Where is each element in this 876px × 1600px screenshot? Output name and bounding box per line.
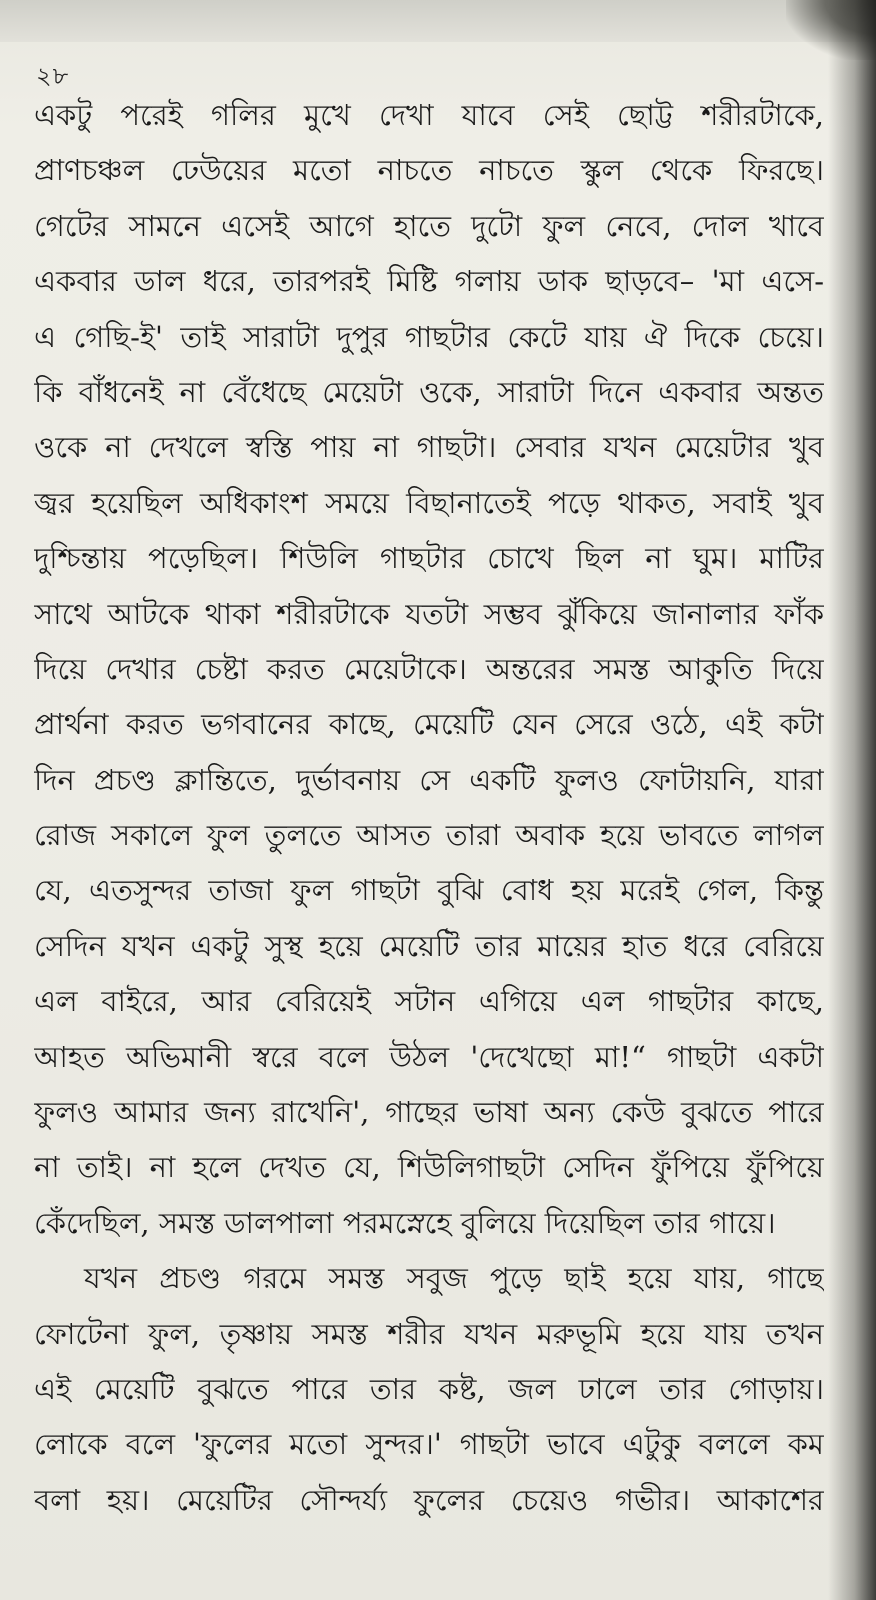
text-line: প্রার্থনা করত ভগবানের কাছে, মেয়েটি যেন সেরে ওঠে, এই কটা: [34, 707, 824, 742]
text-line-paragraph-start: যখন প্রচণ্ড গরমে সমস্ত সবুজ পুড়ে ছাই হয়ে যায়, গাছে: [84, 1261, 824, 1296]
text-line: জ্বর হয়েছিল অধিকাংশ সময়ে বিছানাতেই পড়ে থাকত, সবাই খুব: [34, 485, 824, 520]
text-line: ওকে না দেখলে স্বস্তি পায় না গাছটা। সেবার যখন মেয়েটার খুব: [34, 430, 824, 465]
text-line: ফোটেনা ফুল, তৃষ্ণায় সমস্ত শরীর যখন মরুভূমি হয়ে যায় তখন: [34, 1316, 824, 1351]
text-line: এল বাইরে, আর বেরিয়েই সটান এগিয়ে এল গাছটার কাছে,: [34, 984, 824, 1019]
text-line: না তাই। না হলে দেখত যে, শিউলিগাছটা সেদিন ফুঁপিয়ে ফুঁপিয়ে: [34, 1150, 824, 1185]
binding-shadow: [828, 0, 876, 1600]
text-line: কি বাঁধনেই না বেঁধেছে মেয়েটা ওকে, সারাটা দিনে একবার অন্তত: [34, 374, 824, 409]
text-line: ফুলও আমার জন্য রাখেনি', গাছের ভাষা অন্য কেউ বুঝতে পারে: [34, 1095, 824, 1130]
text-line: এই মেয়েটি বুঝতে পারে তার কষ্ট, জল ঢালে তার গোড়ায়।: [34, 1371, 824, 1406]
text-line: বলা হয়। মেয়েটির সৌন্দর্য্য ফুলের চেয়েও গভীর। আকাশের: [34, 1482, 824, 1517]
text-line: কেঁদেছিল, সমস্ত ডালপালা পরমস্নেহে বুলিয়ে দিয়েছিল তার গায়ে।: [34, 1205, 776, 1240]
text-line: এ গেছি-ই' তাই সারাটা দুপুর গাছটার কেটে যায় ঐ দিকে চেয়ে।: [34, 319, 824, 354]
text-line: সাথে আটকে থাকা শরীরটাকে যতটা সম্ভব ঝুঁকিয়ে জানালার ফাঁক: [34, 596, 824, 631]
text-line: দিন প্রচণ্ড ক্লান্তিতে, দুর্ভাবনায় সে একটি ফুলও ফোটায়নি, যারা: [34, 762, 824, 797]
text-line: দিয়ে দেখার চেষ্টা করত মেয়েটাকে। অন্তরের সমস্ত আকুতি দিয়ে: [34, 651, 824, 686]
text-line: একবার ডাল ধরে, তারপরই মিষ্টি গলায় ডাক ছাড়বে– 'মা এসে-: [34, 264, 824, 299]
text-line: রোজ সকালে ফুল তুলতে আসত তারা অবাক হয়ে ভাবতে লাগল: [34, 818, 824, 853]
text-line: দুশ্চিন্তায় পড়েছিল। শিউলি গাছটার চোখে ছিল না ঘুম। মাটির: [34, 541, 824, 576]
previous-page-edge: [0, 0, 876, 42]
body-text: [34, 88, 824, 1528]
text-line: প্রাণচঞ্চল ঢেউয়ের মতো নাচতে নাচতে স্কুল থেকে ফিরছে।: [34, 153, 824, 188]
page-number: ২৮: [36, 62, 70, 90]
text-line: একটু পরেই গলির মুখে দেখা যাবে সেই ছোট্ট শরীরটাকে,: [34, 98, 824, 132]
text-line: আহত অভিমানী স্বরে বলে উঠল 'দেখেছো মা!“ গাছটা একটা: [34, 1039, 824, 1074]
text-line: গেটের সামনে এসেই আগে হাতে দুটো ফুল নেবে, দোল খাবে: [34, 208, 824, 243]
text-line: লোকে বলে 'ফুলের মতো সুন্দর।' গাছটা ভাবে এটুকু বললে কম: [34, 1427, 824, 1462]
text-line: সেদিন যখন একটু সুস্থ হয়ে মেয়েটি তার মায়ের হাত ধরে বেরিয়ে: [34, 928, 824, 963]
text-line: যে, এতসুন্দর তাজা ফুল গাছটা বুঝি বোধ হয় মরেই গেল, কিন্তু: [34, 873, 824, 908]
